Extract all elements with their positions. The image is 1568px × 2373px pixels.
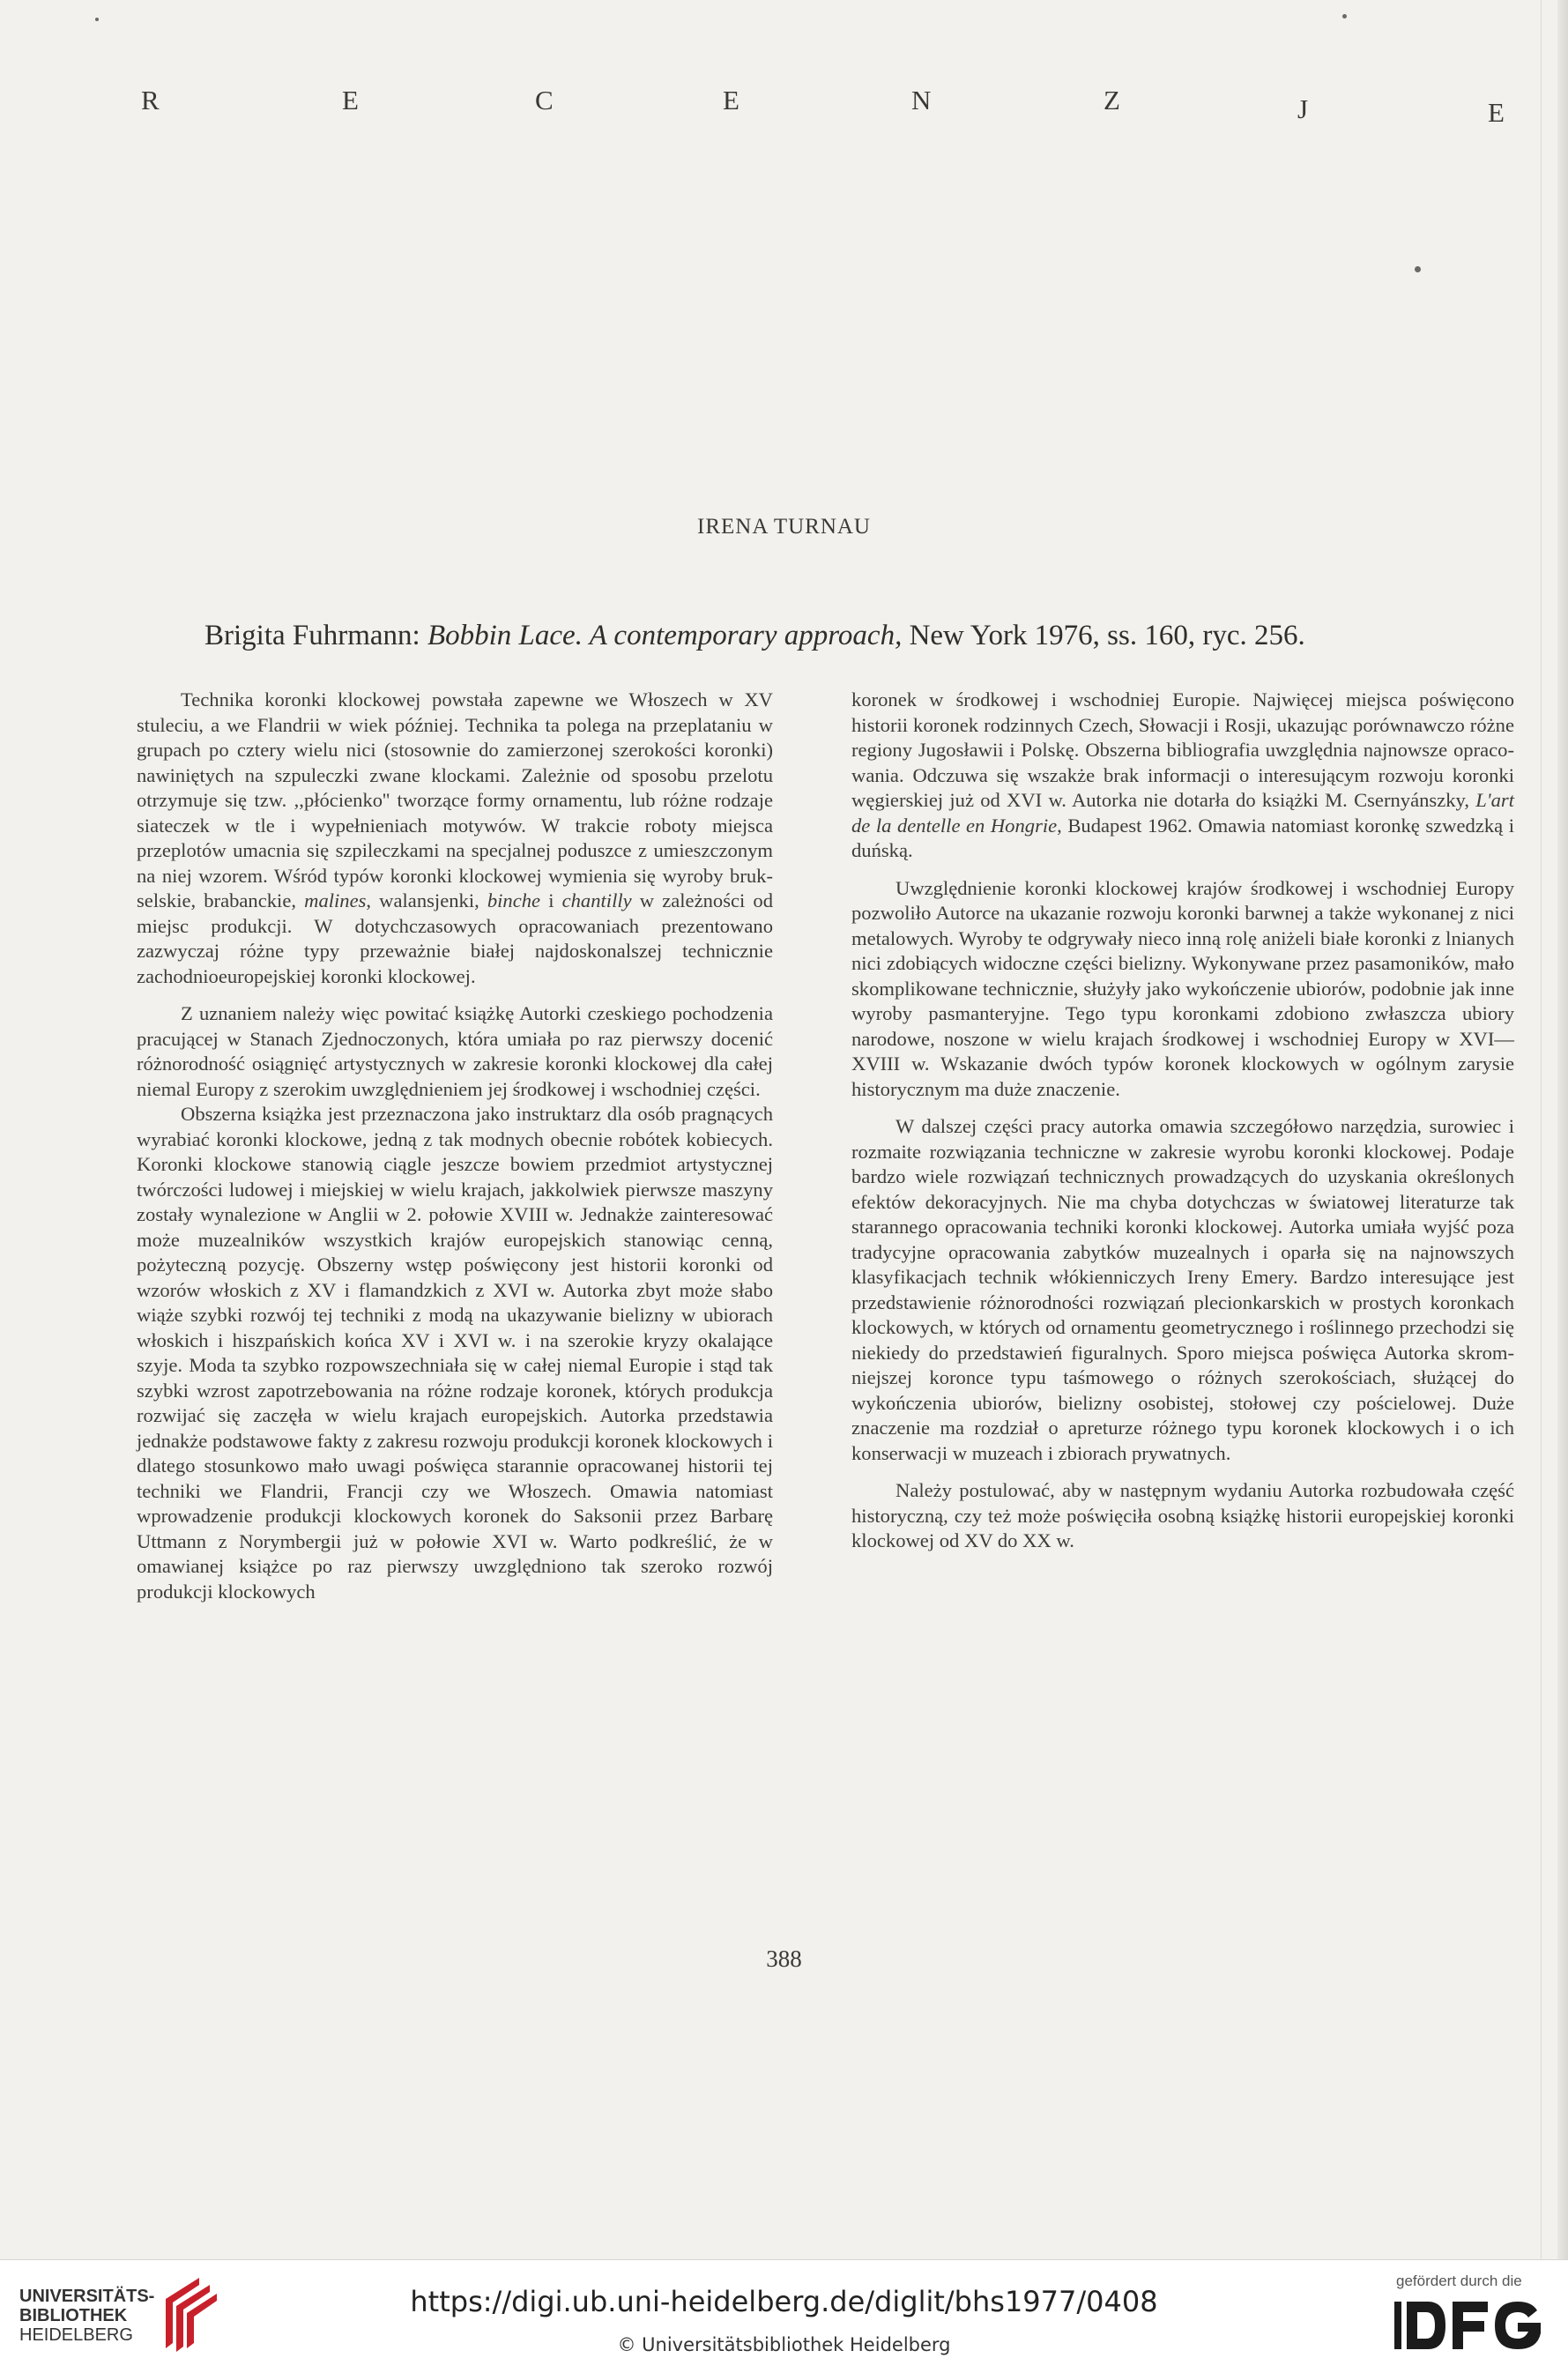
page-number: 388 [766,1945,802,1972]
left-column [137,688,773,1604]
review-author: IRENA TURNAU [697,515,871,539]
library-name-line: HEIDELBERG [19,2325,133,2345]
book-details: New York 1976, ss. 160, ryc. 256. [902,620,1305,651]
text-run: , walansjenki, [366,889,487,911]
running-head-letter: R [141,85,160,115]
running-head-letter: C [535,85,554,115]
reviewed-book-title [204,620,1305,652]
paragraph [137,688,773,989]
running-head-letter: Z [1104,85,1120,115]
page-edge-shadow [1557,0,1568,2259]
paragraph: W dalszej części pracy autorka omawia szczegółowo narzędzia, surowiec i rozmaite rozwiązania techniczne w zakresie wyrobu koronki klockowej. Podaje bardzo wiele rozwiązań technicznych prowadzących do uzyskania określonych efektów dekoracyjnych. Nie ma chyba dotychczas w światowej literaturze tak starannego opracowania techniki koronki klockowej. Autorka umiała wyjść poza tradycyjne opracowania zabytków muzealnych i oparła się na najnowszych klasyfikacjach technik włókienniczych Ireny Emery. Bardzo interesujące jest przedstawienie różnorodności rozwiązań plecionkarskich w prostych koronkach klockowych, w których od ornamentu geometrycznego i roślinnego przechodzi się niekiedy do przedstawień figuralnych. Sporo miejsca poświęca Autorka skromniejszej koronce typu taśmowego o różnych szerokościach, służącej do wykończenia ubiorów, bielizny osobistej, stołowej czy pościelowej. Duże znaczenie ma rozdział o apreturze różnego typu koronek klockowych i o ich konserwacji w muzeach i zbiorach prywatnych. [851,1115,1514,1464]
paragraph: Uwzględnienie koronki klockowej krajów środkowej i wschodniej Europy pozwoliło Autorce na ukazanie rozwoju koronki barwnej a także wykonanej z nici metalowych. Wyroby te odgrywały nieco inną rolę aniżeli białe koronki z lnianych nici zdobiących widoczne części bielizny. Wykonywane przez pasamoników, mało skomplikowane technicznie, służyły jako wykończenie ubiorów, podobnie jak inne wyroby pasmanteryjne. Tego typu koronkami zdobiono zwłaszcza ubiory narodowe, noszone w wielu krajach środkowej i wschodniej Europy w XVI—XVIII w. Wskazanie dwóch typów koronek klockowych w ogólnym zarysie historycznym ma duże znaczenie. [851,876,1514,1100]
running-head-letter: E [1488,97,1505,128]
book-title: Bobbin Lace. A contemporary approach, [427,620,903,651]
library-name-line: UNIVERSITÄTS- [19,2287,155,2306]
running-head-letter: J [1297,93,1309,124]
running-head-letter: N [911,85,932,115]
scan-speck [95,18,99,21]
italic-term: malines [304,889,367,911]
book-author: Brigita Fuhrmann: [204,620,427,651]
text-run: koronek w środkowej i wschodniej Europie. Najwięcej miejsca poświęcono historii koronek rodzinnych Czech, Słowacji i Rosji, ukazując porównawczo różne regiony Jugosławii i Polskę. Obszerna bibliografia uwzględnia najnowsze opracowania. Odczuwa się wszakże brak informacji o interesującym rozwoju koronki węgierskiej już od XVI w. Autorka nie dotarła do książki M. Csernyánszky, [851,688,1514,811]
text-run: i [540,889,562,911]
running-head-letter: E [342,85,359,115]
running-head-letter: E [723,85,739,115]
funding-caption: gefördert durch die [1396,2273,1522,2289]
text-run: w zależności od miejsc produkcji. W dotychczasowych opracowaniach prezentowano zazwyczaj różne typy przeważnie białej najdoskonalszej technicznie zachodnioeuropejskiej koronki klockowej. [137,889,773,987]
copyright-notice: © Universitätsbibliothek Heidelberg [617,2334,951,2355]
text-run: , Budapest 1962. Omawia natomiast koronkę szwedzką i duńską. [851,814,1514,861]
paragraph: Z uznaniem należy więc powitać książkę Autorki czeskiego pochodzenia pracującej w Stanach Zjednoczonych, która umiała po raz pierwszy docenić różnorodność osiągnięć artystycznych w zakresie koronki klockowej dla całej niemal Europy z szerokim uwzględnieniem jej środkowej i wschodniej części. [137,1002,773,1100]
paragraph: Należy postulować, aby w następnym wydaniu Autorka rozbudowała część historyczną, czy też może poświęciła osobną książkę historii europejskiej koronki klockowej od XV do XX w. [851,1479,1514,1551]
page-edge-line [1541,0,1542,2259]
library-name-line: BIBLIOTHEK [19,2306,128,2325]
permalink-url[interactable]: https://digi.ub.uni-heidelberg.de/diglit/bhs1977/0408 [410,2285,1158,2318]
running-head [141,85,1516,129]
right-column [851,688,1514,1554]
dfg-logo-icon[interactable] [1394,2298,1544,2353]
text-run: Technika koronki klockowej powstała zapewne we Włoszech w XV stuleciu, a we Flandrii w wiek później. Technika ta polega na przeplataniu w grupach po cztery wielu nici (stosownie do zamierzonej szerokości koronki) nawiniętych na szpuleczki zwane klockami. Zależnie od sposobu przelotu otrzymuje się tzw. ,,płócienko'' tworzące formy ornamentu, lub różne rodzaje siateczek w tle i wypełnieniach motywów. W trakcie roboty miejsca przeplotów umacnia się szpileczkami na specjalnej poduszce z umieszczonym na niej wzorem. Wśród typów koronki klockowej wymienia się wyroby brukselskie, brabanckie, [137,688,773,911]
scan-speck [1415,266,1421,272]
italic-term: binche [487,889,541,911]
italic-term: chantilly [561,889,632,911]
scan-speck [1342,14,1347,19]
italic-term: L'art de la dentelle en Hongrie [851,789,1514,837]
paragraph: Obszerna książka jest przeznaczona jako instruktarz dla osób pragnących wyrabiać koronki klockowe, jedną z tak modnych obecnie robótek kobiecych. Koronki klockowe stanowią ciągle jeszcze bowiem przedmiot artystycznej twórczości ludowej i miejskiej w wielu krajach, jakkolwiek pierwsze maszyny zostały wynalezione w Anglii w 2. połowie XVIII w. Jednakże zainteresować może muzealników wszystkich krajów europejskich stanowiąc cenną, pożyteczną pozycję. Obszerny wstęp poświęcony jest historii koronki od wzorów włoskich z XV i flamandzkich z XVI w. Autorka zbyt może słabo wiąże szybki rozwój tej techniki z modą na ukazywanie bielizny w ubiorach włoskich i hiszpańskich końca XV i XVI w. i na szerokie kryzy okalające szyje. Moda ta szybko rozpowszechniała się w całej niemal Europie i stąd tak szybki wzrost zapotrzebowania na różne rodzaje koronek, których produkcja rozwijać się zaczęła w wielu krajach europejskich. Autorka przedstawia jednakże podstawowe fakty z zakresu rozwoju produkcji koronek klockowych i dlatego stosunkowo mało uwagi poświęca starannie opracowanej historii tej techniki we Flandrii, Francji czy we Włoszech. Omawia natomiast wprowadzenie produkcji klockowych koronek do Saksonii przez Barbarę Uttmann z Norymbergii już w połowie XVI w. Warto podkreślić, że w omawianej książce po raz pierwszy uwzględniono tak szeroko rozwój produkcji klockowych [137,1103,773,1603]
paragraph [851,688,1514,864]
